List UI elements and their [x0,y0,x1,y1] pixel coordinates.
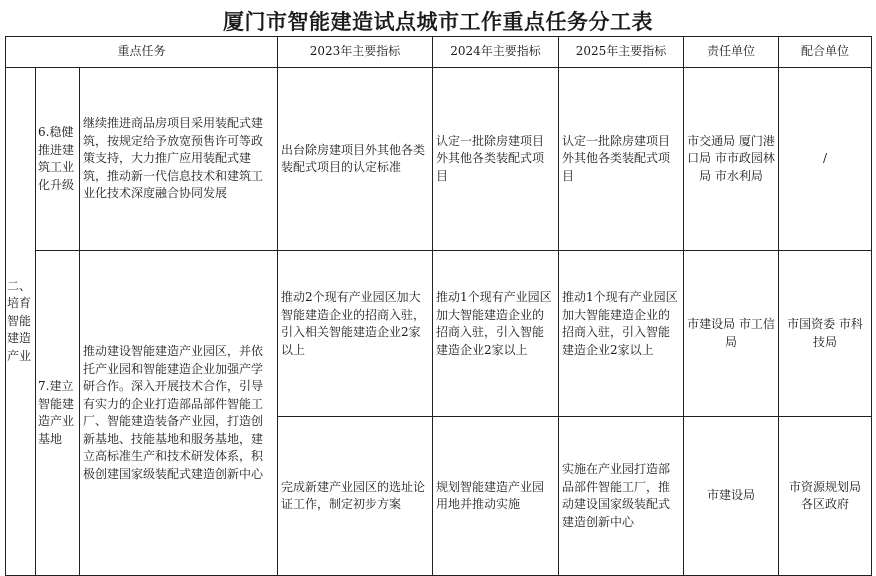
task-table [5,36,872,576]
topic-cell: 7.建立智能建造产业基地 [36,251,80,576]
section-label: 二、培育智能建造产业 [6,68,36,576]
indicator-2023-cell: 完成新建产业园区的选址论证工作，制定初步方案 [278,417,433,576]
header-2024: 2024年主要指标 [433,37,559,68]
indicator-2025-cell: 实施在产业园打造部品部件智能工厂，推动建设国家级装配式建造创新中心 [559,417,684,576]
task-cell: 推动建设智能建造产业园区，并依托产业园和智能建造企业加强产学研合作。深入开展技术合作，引导有实力的企业打造部品部件智能工厂、智能建造装备产业园，打造创新基地、技能基地和服务基地，建立高标准生产和技术研发体系，积极创建国家级装配式建造创新中心 [80,251,278,576]
indicator-2024-cell: 规划智能建造产业园用地并推动实施 [433,417,559,576]
indicator-2025-cell: 推动1个现有产业园区加大智能建造企业的招商入驻，引入智能建造企业2家以上 [559,251,684,417]
cooperating-cell: 市国资委 市科技局 [779,251,872,417]
indicator-2024-cell: 认定一批除房建项目外其他各类装配式项目 [433,68,559,251]
header-cooperating: 配合单位 [779,37,872,68]
header-task: 重点任务 [6,37,278,68]
topic-cell: 6.稳健推进建筑工业化升级 [36,68,80,251]
indicator-2023-cell: 出台除房建项目外其他各类装配式项目的认定标准 [278,68,433,251]
header-row [6,37,872,68]
table-row [6,251,872,417]
table-row [6,68,872,251]
indicator-2024-cell: 推动1个现有产业园区加大智能建造企业的招商入驻，引入智能建造企业2家以上 [433,251,559,417]
cooperating-cell: 市资源规划局 各区政府 [779,417,872,576]
indicator-2025-cell: 认定一批除房建项目外其他各类装配式项目 [559,68,684,251]
header-2023: 2023年主要指标 [278,37,433,68]
task-cell: 继续推进商品房项目采用装配式建筑，按规定给予放宽预售许可等政策支持，大力推广应用装配式建筑，推动新一代信息技术和建筑工业化技术深度融合协同发展 [80,68,278,251]
cooperating-cell: / [779,68,872,251]
header-responsible: 责任单位 [684,37,779,68]
responsible-cell: 市交通局 厦门港口局 市市政园林局 市水利局 [684,68,779,251]
responsible-cell: 市建设局 市工信局 [684,251,779,417]
indicator-2023-cell: 推动2个现有产业园区加大智能建造企业的招商入驻，引入相关智能建造企业2家以上 [278,251,433,417]
header-2025: 2025年主要指标 [559,37,684,68]
document-title: 厦门市智能建造试点城市工作重点任务分工表 [223,9,653,34]
responsible-cell: 市建设局 [684,417,779,576]
